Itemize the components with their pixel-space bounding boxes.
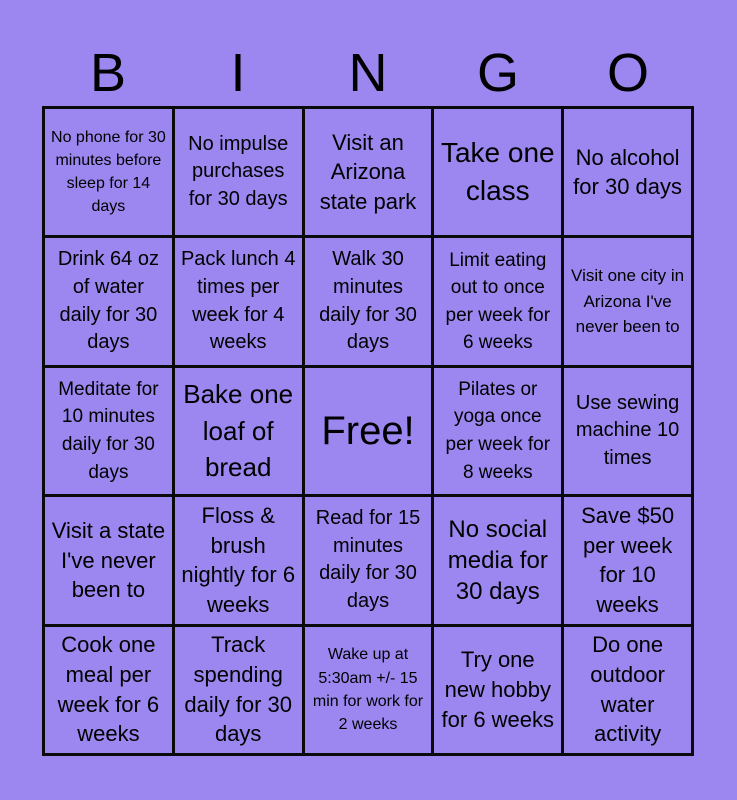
bingo-cell[interactable]: Do one outdoor water activity — [564, 627, 691, 753]
bingo-cell[interactable]: Meditate for 10 minutes daily for 30 days — [45, 368, 172, 494]
bingo-cell[interactable]: Visit an Arizona state park — [305, 109, 432, 235]
bingo-cell[interactable]: Walk 30 minutes daily for 30 days — [305, 238, 432, 364]
bingo-cell[interactable]: Try one new hobby for 6 weeks — [434, 627, 561, 753]
bingo-header — [43, 42, 693, 104]
bingo-cell[interactable]: Use sewing machine 10 times — [564, 368, 691, 494]
bingo-cell[interactable]: Cook one meal per week for 6 weeks — [45, 627, 172, 753]
bingo-cell[interactable]: Visit one city in Arizona I've never been to — [564, 238, 691, 364]
bingo-cell[interactable]: Track spending daily for 30 days — [175, 627, 302, 753]
bingo-cell[interactable]: No impulse purchases for 30 days — [175, 109, 302, 235]
bingo-cell[interactable]: Pack lunch 4 times per week for 4 weeks — [175, 238, 302, 364]
header-letter-n: N — [348, 43, 388, 103]
bingo-cell[interactable]: No alcohol for 30 days — [564, 109, 691, 235]
bingo-cell[interactable]: No social media for 30 days — [434, 497, 561, 623]
bingo-cell[interactable]: No phone for 30 minutes before sleep for 14 days — [45, 109, 172, 235]
bingo-board — [42, 106, 694, 756]
free-space[interactable]: Free! — [305, 368, 432, 494]
bingo-cell[interactable]: Take one class — [434, 109, 561, 235]
bingo-cell[interactable]: Wake up at 5:30am +/- 15 min for work for 2 weeks — [305, 627, 432, 753]
header-letter-b: B — [89, 43, 127, 103]
bingo-cell[interactable]: Pilates or yoga once per week for 8 weeks — [434, 368, 561, 494]
bingo-cell[interactable]: Bake one loaf of bread — [175, 368, 302, 494]
bingo-cell[interactable]: Visit a state I've never been to — [45, 497, 172, 623]
bingo-cell[interactable]: Save $50 per week for 10 weeks — [564, 497, 691, 623]
bingo-cell[interactable]: Limit eating out to once per week for 6 weeks — [434, 238, 561, 364]
bingo-cell[interactable]: Drink 64 oz of water daily for 30 days — [45, 238, 172, 364]
header-letter-i: I — [230, 43, 246, 103]
header-letter-g: G — [476, 43, 519, 103]
bingo-cell[interactable]: Floss & brush nightly for 6 weeks — [175, 497, 302, 623]
bingo-cell[interactable]: Read for 15 minutes daily for 30 days — [305, 497, 432, 623]
header-letter-o: O — [606, 43, 649, 103]
